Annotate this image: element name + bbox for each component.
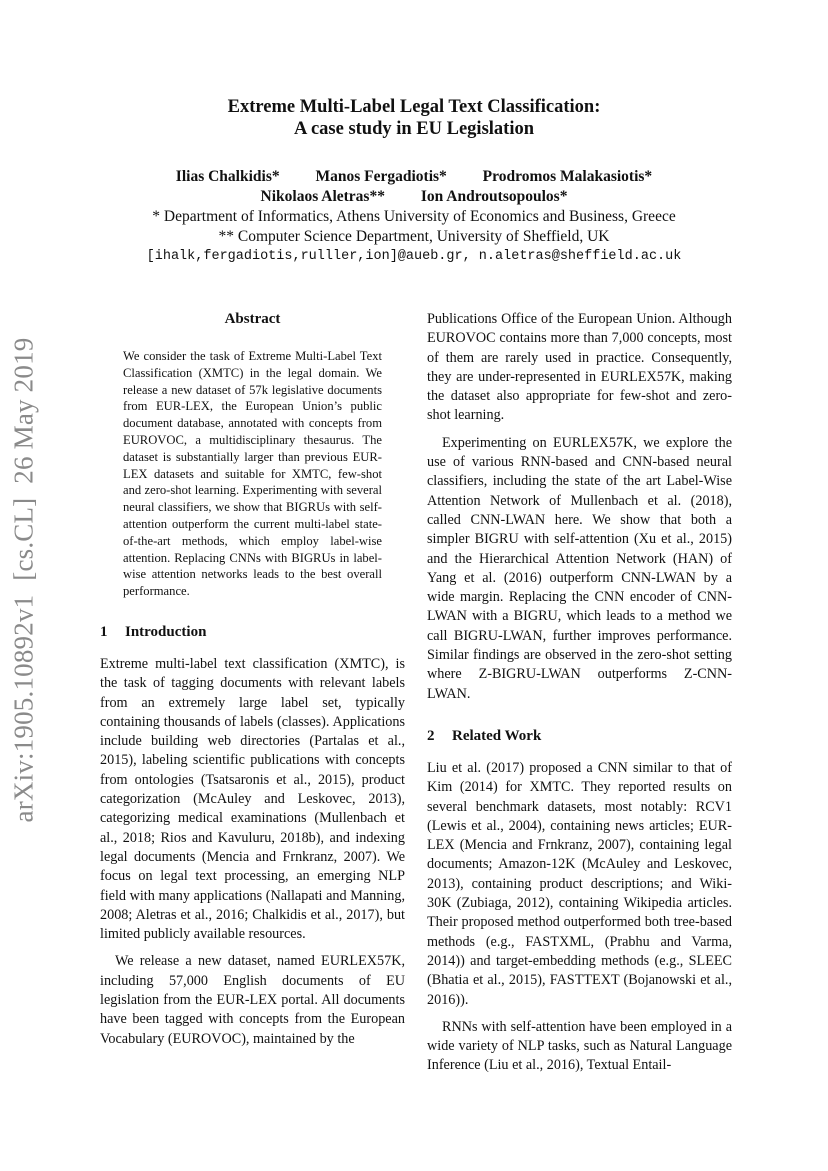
abstract-heading: Abstract bbox=[224, 311, 281, 327]
related-paragraph-2: RNNs with self-attention have been employed in a wide variety of NLP tasks, such as Natural Language Inference (Liu et al., 2016), Textual Entail- bbox=[427, 1018, 732, 1074]
author-name: Nikolaos Aletras** bbox=[260, 188, 385, 205]
section-title: Related Work bbox=[452, 727, 542, 744]
related-paragraph-1: Liu et al. (2017) proposed a CNN similar to that of Kim (2014) for XMTC. They reported results on several benchmark datasets, most notably: RCV1 (Lewis et al., 2004), containing news articles; EUR-LEX (Mencia and Frnkranz, 2007), containing legal documents; Amazon-12K (McAuley and Leskovec, 2013), containing product descriptions; and Wiki-30K (Zubiaga, 2012), containing Wikipedia articles. Their proposed method outperformed both tree-based methods (e.g., FASTXML, (Prabhu and Varma, 2014)) and target-embedding methods (e.g., SLEEC (Bhatia et al., 2015), FASTTEXT (Bojanowski et al., 2016)). bbox=[427, 759, 732, 1008]
right-column bbox=[427, 310, 732, 1076]
author-emails: [ihalk,fergadiotis,rulller,ion]@aueb.gr, n.aletras@sheffield.ac.uk bbox=[146, 249, 682, 264]
affiliation-1: * Department of Informatics, Athens University of Economics and Business, Greece bbox=[152, 208, 676, 225]
author-row-1 bbox=[0, 167, 828, 187]
author-block bbox=[0, 167, 828, 267]
section-number: 2 bbox=[427, 727, 435, 744]
intro-paragraph-2: We release a new dataset, named EURLEX57K, including 57,000 English documents of EU legislation from the EUR-LEX portal. All documents have been tagged with concepts from the European Vocabulary (EUROVOC), maintained by the bbox=[100, 953, 405, 1047]
title-line-2: A case study in EU Legislation bbox=[293, 119, 535, 139]
title-line-1: Extreme Multi-Label Legal Text Classification: bbox=[227, 97, 601, 117]
arxiv-sidebar bbox=[2, 300, 46, 860]
section-title: Introduction bbox=[125, 623, 207, 640]
author-name: Ilias Chalkidis* bbox=[175, 168, 280, 185]
abstract-text: We consider the task of Extreme Multi-Label Text Classification (XMTC) in the legal domain. We release a new dataset of 57k legislative documents from EUR-LEX, the European Union’s public document database, annotated with concepts from EUROVOC, a multidisciplinary thesaurus. The dataset is substantially larger than previous EUR-LEX datasets and suitable for XMTC, few-shot and zero-shot learning. Experimenting with several neural classifiers, we show that BIGRUs with self-attention outperform the current multi-label state-of-the-art methods, which employ label-wise attention. Replacing CNNs with BIGRUs in label-wise attention networks leads to the best overall performance. bbox=[123, 349, 382, 599]
left-column bbox=[100, 310, 405, 1049]
arxiv-identifier: arXiv:1905.10892v1 [cs.CL] 26 May 2019 bbox=[8, 337, 39, 823]
author-name: Ion Androutsopoulos* bbox=[420, 188, 568, 205]
author-row-2 bbox=[0, 187, 828, 207]
intro-paragraph-1: Extreme multi-label text classification (XMTC), is the task of tagging documents with relevant labels from an extremely large label set, typically containing thousands of labels (classes). Applications include building web directories (Partalas et al., 2015), labeling scientific publications with concepts from ontologies (Tsatsaronis et al., 2015), product categorization (McAuley and Leskovec, 2013), categorizing medical examinations (Mullenbach et al., 2018; Rios and Kavuluru, 2018b), and indexing legal documents (Mencia and Frnkranz, 2007). We focus on legal text processing, an emerging NLP field with many applications (Nallapati and Manning, 2008; Aletras et al., 2016; Chalkidis et al., 2017), but limited publicly available resources. bbox=[100, 655, 405, 943]
author-name: Prodromos Malakasiotis* bbox=[482, 168, 653, 185]
section-number: 1 bbox=[100, 623, 108, 640]
section-heading-related-work bbox=[427, 727, 732, 746]
author-name: Manos Fergadiotis* bbox=[315, 168, 447, 185]
intro-paragraph-3: Publications Office of the European Union. Although EUROVOC contains more than 7,000 concepts, most of them are rarely used in practice. Consequently, they are under-represented in EURLEX57K, making the dataset also appropriate for few-shot and zero-shot learning. bbox=[427, 311, 732, 424]
section-heading-introduction bbox=[100, 623, 405, 642]
paper-title bbox=[0, 96, 828, 140]
affiliation-2: ** Computer Science Department, University of Sheffield, UK bbox=[218, 228, 610, 245]
intro-paragraph-4: Experimenting on EURLEX57K, we explore the use of various RNN-based and CNN-based neural classifiers, including the state of the art Label-Wise Attention Network of Mullenbach et al. (2018), called CNN-LWAN here. We show that both a simpler BIGRU with self-attention (Xu et al., 2015) and the Hierarchical Attention Network (HAN) of Yang et al. (2016) outperform CNN-LWAN by a wide margin. Replacing the CNN encoder of CNN-LWAN with a BIGRU, which leads to a method we call BIGRU-LWAN, further improves performance. Similar findings are observed in the zero-shot setting where Z-BIGRU-LWAN outperforms Z-CNN-LWAN. bbox=[427, 434, 732, 702]
